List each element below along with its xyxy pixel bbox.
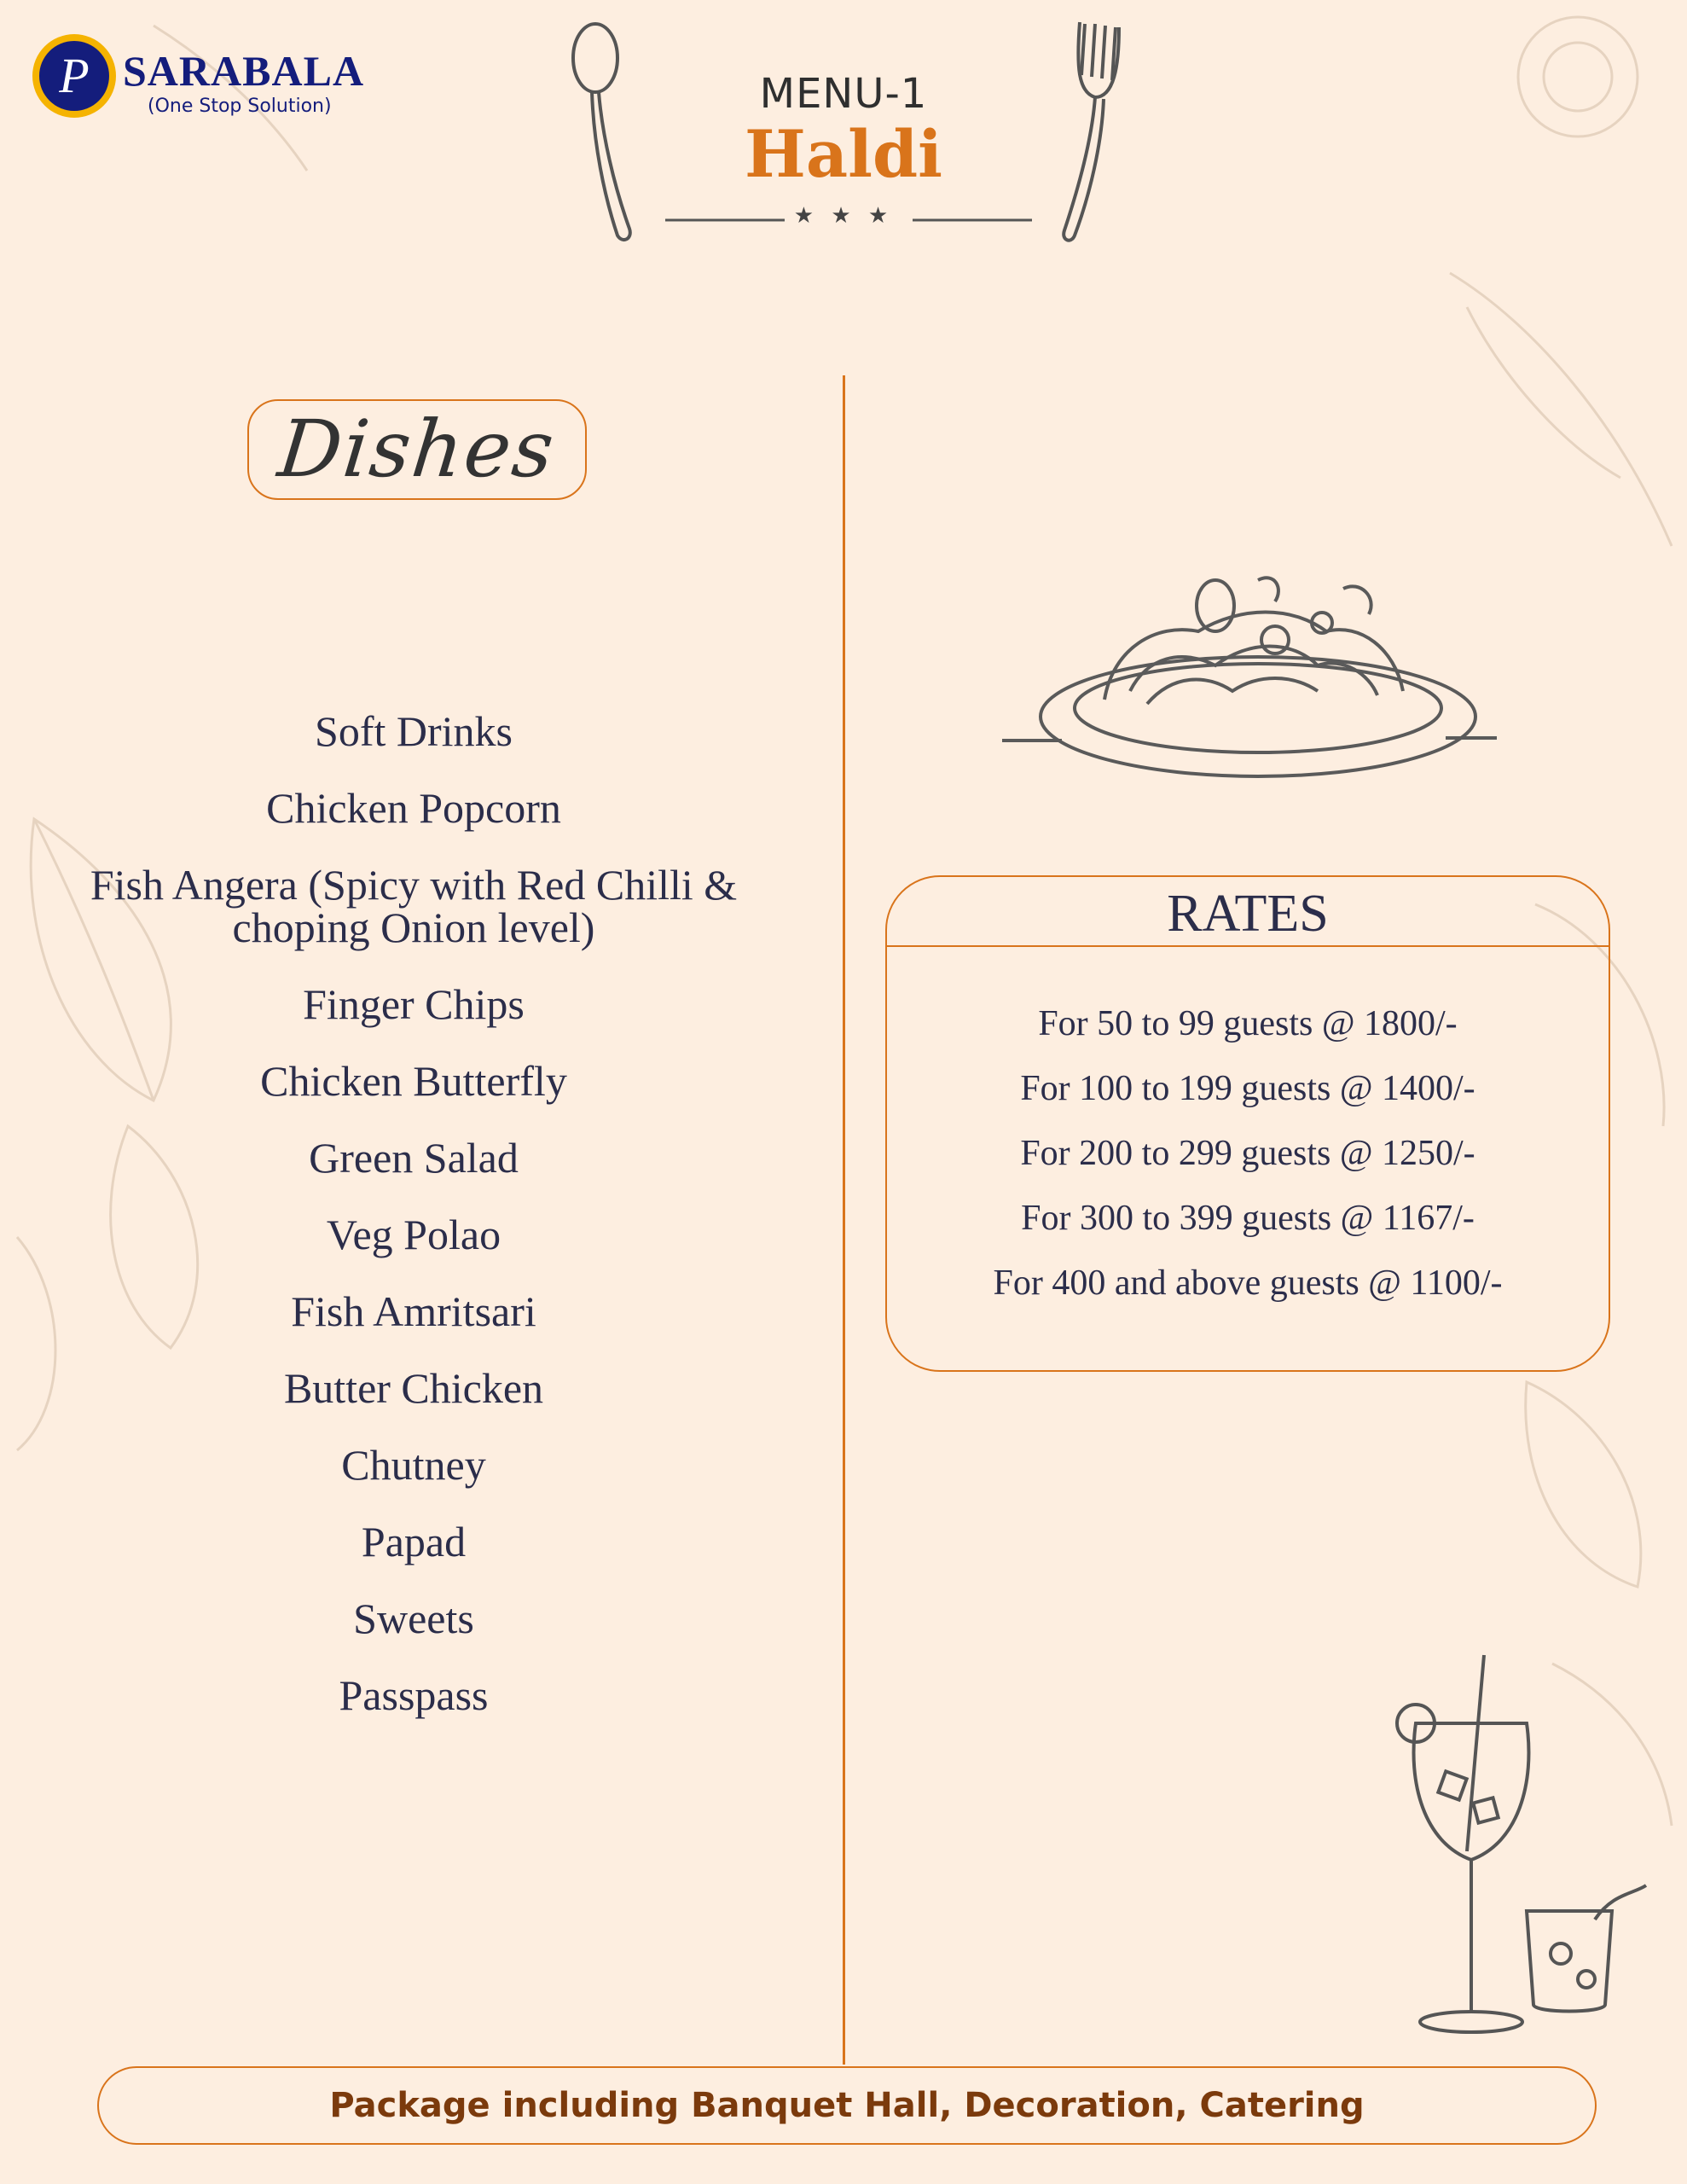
dish-item: Papad (361, 1518, 467, 1565)
menu-number: MENU-1 (759, 70, 928, 118)
brand-tagline: (One Stop Solution) (148, 96, 332, 117)
dish-item-line: choping Onion level) (232, 903, 595, 951)
dish-item: Chicken Popcorn (266, 784, 561, 832)
cocktail-glasses-icon (1390, 1647, 1655, 2048)
dish-item: Chutney (341, 1441, 486, 1489)
dish-item: Chicken Butterfly (260, 1057, 567, 1105)
menu-title: Haldi (745, 116, 942, 192)
dish-item: Passpass (339, 1671, 489, 1719)
dish-item: Finger Chips (303, 980, 525, 1028)
dishes-title: Dishes (274, 404, 560, 495)
rates-list (887, 947, 1609, 1316)
rate-item: For 50 to 99 guests @ 1800/- (1038, 1004, 1458, 1043)
footer-package-note: Package including Banquet Hall, Decoration, Catering (97, 2066, 1597, 2145)
dishes-badge (247, 399, 587, 500)
rate-item: For 100 to 199 guests @ 1400/- (1020, 1069, 1475, 1108)
rates-title: RATES (887, 877, 1609, 947)
rate-item: For 400 and above guests @ 1100/- (993, 1263, 1503, 1303)
dish-item: Veg Polao (326, 1211, 501, 1258)
column-divider (843, 375, 845, 2065)
dish-item-line: Fish Angera (Spicy with Red Chilli & (90, 861, 738, 909)
dish-item: Butter Chicken (283, 1364, 544, 1412)
brand-name: SARABALA (123, 47, 365, 95)
logo-initial: P (39, 41, 109, 111)
rates-box (885, 875, 1610, 1372)
dish-item (34, 846, 793, 966)
dish-list (34, 693, 793, 1734)
dish-item: Fish Amritsari (291, 1287, 536, 1335)
rate-item: For 200 to 299 guests @ 1250/- (1020, 1134, 1475, 1173)
rate-item: For 300 to 399 guests @ 1167/- (1021, 1199, 1475, 1238)
header-stars: ★ ★ ★ (793, 203, 894, 229)
spaghetti-plate-icon (1002, 555, 1505, 785)
dish-item: Soft Drinks (315, 707, 513, 755)
dish-item: Sweets (353, 1594, 474, 1642)
dish-item: Green Salad (309, 1134, 519, 1182)
